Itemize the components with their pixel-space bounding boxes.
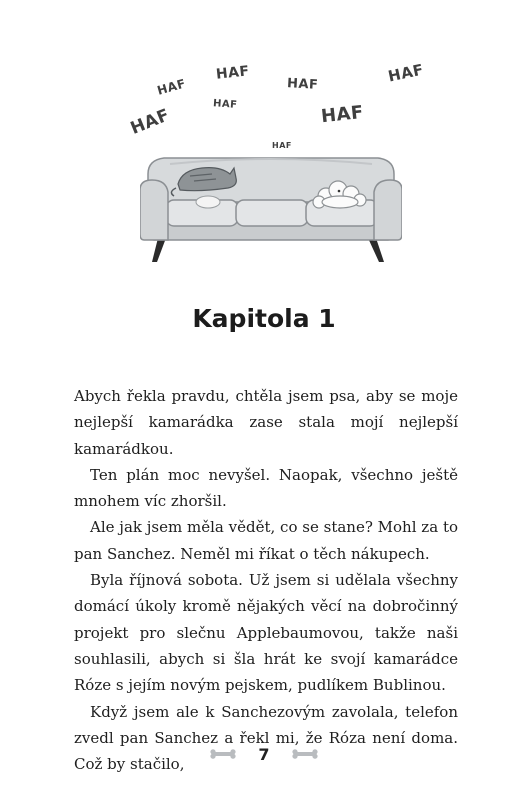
bark-text: HAF [212,98,238,111]
page-number: 7 [258,744,270,764]
paragraph: Byla říjnová sobota. Už jsem si udělala všechny domácí úkoly kromě nějakých věcí na dobročinný projekt pro slečnu Applebaumovou, takže naši souhlasili, abych si šla hrát ke svojí kamarádce Róze s jejím novým pejskem, pudlíkem Bublinou. [74,571,458,695]
bark-text: HAF [127,105,173,139]
bark-text: HAF [215,63,251,83]
paragraph: Ale jak jsem měla vědět, co se stane? Mohl za to pan Sanchez. Neměl mi říkat o těch nákupech. [74,518,458,563]
bark-text: HAF [272,141,292,150]
paragraph: Ten plán moc nevyšel. Naopak, všechno ještě mnohem víc zhoršil. [74,465,458,511]
bark-text: HAF [320,101,365,128]
sofa-icon [140,150,402,268]
paragraph: Abych řekla pravdu, chtěla jsem psa, aby se moje nejlepší kamarádka zase stala mojí nejlepší kamarádkou. [74,387,458,458]
page-footer [0,742,528,766]
chapter-title: Kapitola 1 [192,304,336,333]
bone-icon [210,749,236,759]
bark-text: HAF [386,60,426,86]
bark-text: HAF [286,76,319,93]
bone-icon [292,749,318,759]
paragraph: Když jsem ale k Sanchezovým zavolala, telefon zvedl pan Sanchez a řekl mi, že Róza není doma. Což by stačilo, [74,702,458,774]
chapter-text [74,383,458,777]
bark-text: HAF [155,76,188,98]
